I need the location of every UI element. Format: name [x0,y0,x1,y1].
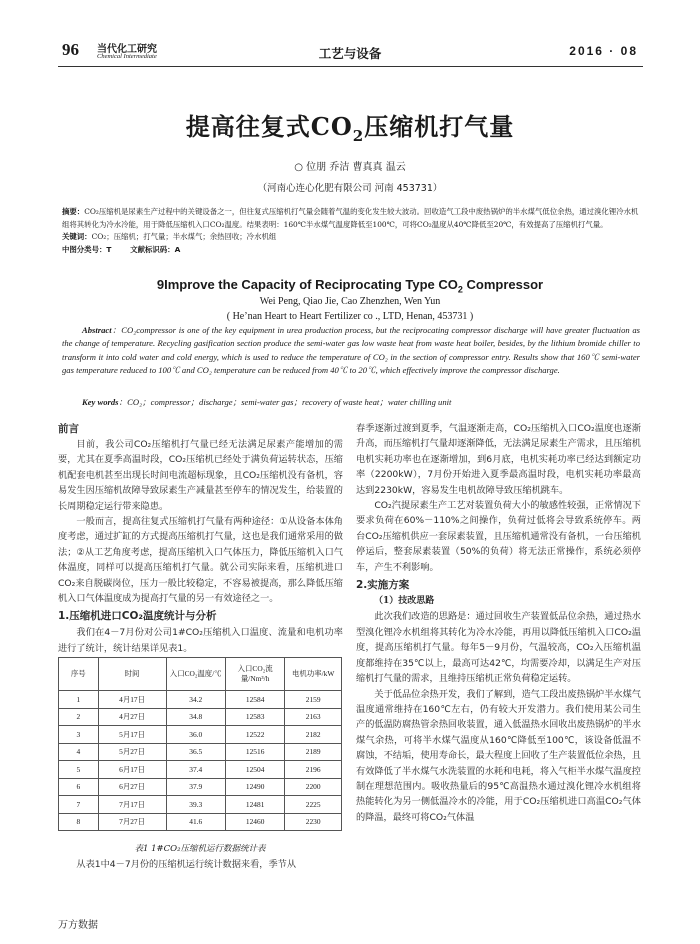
table-cell: 12490 [225,778,284,796]
table-cell: 2189 [285,743,342,761]
class-label: 中图分类号： [62,244,107,254]
table-header-cell: 电机功率/kW [285,658,342,691]
code-label: 文献标识码： [130,244,175,254]
table-row [59,726,342,744]
english-abstract: Abstract：CO₂compressor is one of the key equipment in urea production process, but the reciprocating compressor discharge will have greater fluctuation as the change of temperature. Recycling gasification section produce the semi-water gas low waste heat from waste heat boiler, besides, by the lithium bromide chiller to transform it into cold water and cold energy, which is used to reduce the temperature of CO₂ in the section of compressor entry. Results show that 160℃ semi-water gas temperature reduced to 100℃ and CO₂ temperature can be reduced from 40℃ to 20℃, which effectively improve the compressor discharge. [62,325,640,375]
table-cell: 6月17日 [98,761,166,779]
code-value: A [174,244,181,254]
issue-number: 2016 · 08 [569,44,638,58]
table-cell: 37.4 [166,761,225,779]
table-cell: 41.6 [166,813,225,831]
table-header-cell: 入口CO₂流量/Nm³/h [225,658,284,691]
table-cell: 6 [59,778,99,796]
table-cell: 39.3 [166,796,225,814]
table-cell: 7 [59,796,99,814]
table-cell: 7月17日 [98,796,166,814]
preface-heading: 前言 [58,423,79,435]
authors: ○ 位朋 乔洁 曹真真 温云 [294,162,406,173]
english-keywords: Key words：CO₂；compressor；discharge；semi-water gas；recovery of waste heat；water chilling unit [82,397,452,407]
table-cell: 5月27日 [98,743,166,761]
english-authors: Wei Peng, Qiao Jie, Cao Zhenzhen, Wen Yun [259,296,441,307]
paragraph: 此次我们改造的思路是：通过回收生产装置低品位余热，通过热水型溴化锂冷水机组将其转化为冷水冷能，再用以降低压缩机入口CO₂温度，提高压缩机打气量。每年5－9月份，气温较高，CO₂入压缩机温度都维持在35℃以上，最高可达42℃，均需要冷却，以满足生产对压缩机打气量的需求，且维持压缩机正常负荷稳定运转。 [356,611,641,685]
english-affiliation: ( He’nan Heart to Heart Fertilizer co ., LTD, Henan, 453731 ) [226,311,474,322]
table-row [59,761,342,779]
table-cell: 2200 [285,778,342,796]
english-keywords-label: Key words [82,397,119,407]
table-cell: 2196 [285,761,342,779]
table-header-cell: 入口CO₂温度/℃ [166,658,225,691]
table-cell: 2159 [285,691,342,709]
paragraph: 春季逐渐过渡到夏季，气温逐渐走高，CO₂压缩机入口CO₂温度也逐渐升高，而压缩机打气量却逐渐降低，无法满足尿素生产需求，且压缩机电机实耗功率也在逐渐增加，到6月底，电机实耗功率已经达到额定功率（2200kW），7月份开始进入夏季最高温时段，电机实耗功率最高达到2230kW，容易发生电机故障导致压缩机跳车。 [356,423,641,496]
table-cell: 7月27日 [98,813,166,831]
abstract-cn-label: 摘要： [62,207,85,216]
table-cell: 3 [59,726,99,744]
keywords-cn: CO₂；压缩机；打气量；半水煤气；余热回收；冷水机组 [91,232,277,241]
table-cell: 12481 [225,796,284,814]
paper-title: 提高往复式$CO_2$压缩机打气量 [185,112,515,145]
table-cell: 4月27日 [98,708,166,726]
english-abstract-label: Abstract [82,325,112,335]
table-header-row [59,658,342,691]
table-cell: 5 [59,761,99,779]
paragraph: CO₂汽提尿素生产工艺对装置负荷大小的敏感性较强，正常情况下要求负荷在60%－110%之间操作，负荷过低将会导致系统停车。两台CO₂压缩机供应一套尿素装置，且压缩机通常没有备机，一台压缩机停运后，整套尿素装置（50%的负荷）将无法正常操作，系统必须停车，产生不利影响。 [356,500,641,573]
left-column [58,421,343,656]
table-cell: 4月17日 [98,691,166,709]
section-heading: 1.压缩机进口CO₂温度统计与分析 [58,610,217,623]
table-row [59,708,342,726]
table-cell: 12504 [225,761,284,779]
keywords-cn-label: 关键词： [62,232,92,241]
affiliation: （河南心连心化肥有限公司 河南 453731） [257,183,443,194]
table-cell: 2225 [285,796,342,814]
table-cell: 12584 [225,691,284,709]
table-cell: 5月17日 [98,726,166,744]
table-cell: 12460 [225,813,284,831]
journal-name-en: Chemical Intermediate [97,53,157,60]
footer-watermark: 万方数据 [58,920,98,931]
section-heading: 2.实施方案 [356,579,410,592]
paragraph: 关于低品位余热开发，我们了解到，造气工段出废热锅炉半水煤气温度通常维持在160℃左右，仍有较大开发潜力。我们使用某公司生产的低温防腐热管余热回收装置，通入低温热水回收出废热锅炉的半水煤气余热，可将半水煤气温度从160℃降低至100℃，该设备低温不腐蚀，不结垢，使用寿命长，最大程度上回收了生产装置低位余热，且有效降低了半水煤气水洗装置的水耗和电耗，将入气柜半水煤气温度控制在理想范围内。吸收热量后的95℃高温热水通过溴化锂冷水机组将热能转化为另一侧低温冷水的冷能，用于CO₂压缩机进口高温CO₂气体的降温，最终可将CO₂气体温 [356,688,641,823]
table-cell: 2 [59,708,99,726]
table-row [59,691,342,709]
table-cell: 1 [59,691,99,709]
table-row [59,813,342,831]
table-cell: 12583 [225,708,284,726]
table-cell: 12516 [225,743,284,761]
table-row [59,743,342,761]
data-table [58,657,342,831]
journal-name-cn: 当代化工研究 [97,44,157,55]
english-title: 9Improve the Capacity of Reciprocating Type $CO_2$ Compressor [156,277,544,295]
paragraph: 目前，我公司CO₂压缩机打气量已经无法满足尿素产能增加的需要，尤其在夏季高温时段，CO₂压缩机已经处于满负荷运转状态，压缩机配套电机甚至出现长时间电流超标现象，且CO₂压缩机没有备机，容易发生因压缩机故障导致尿素生产减量甚至停车的情况发生，给装置的长周期稳定运行带来隐患。 [58,439,343,512]
header-divider [58,66,643,67]
table-cell: 2182 [285,726,342,744]
subsection-heading: （1）技改思路 [374,596,435,607]
table-cell: 36.0 [166,726,225,744]
table-row [59,796,342,814]
table-header-cell: 序号 [59,658,99,691]
table-cell: 36.5 [166,743,225,761]
paragraph: 一般而言，提高往复式压缩机打气量有两种途径：①从设备本体角度考虑，通过扩缸的方式提高压缩机打气量，这也是我们通常采用的做法；②从工艺角度考虑，提高压缩机入口气体压力，降低压缩机入口气体温度，同样可以提高压缩机打气量。就公司实际来看，压缩机进口CO₂来自脱碳岗位，压力一般比较稳定，不容易被提高，那么降低压缩机入口气体温度成为提高打气量的另一有效途径之一。 [58,516,343,605]
page-number: 96 [62,40,79,59]
section-name: 工艺与设备 [318,46,382,61]
table-cell: 34.2 [166,691,225,709]
table-cell: 2163 [285,708,342,726]
abstract-cn-text: CO₂压缩机是尿素生产过程中的关键设备之一，但往复式压缩机打气量会随着气温的变化发生较大波动。回收造气工段中废热锅炉的半水煤气低位余热，通过溴化锂冷水机组将其转化为冷水冷能，用于降低压缩机入口CO₂温度。结果表明：160℃半水煤气温度降低至100℃，可将CO₂温度从40℃降低至20℃，有效提高了压缩机打气量。 [62,207,639,229]
table-cell: 2230 [285,813,342,831]
class-value: T [106,244,112,254]
paragraph: 从表1中4－7月份的压缩机运行统计数据来看，季节从 [76,859,297,870]
table-cell: 8 [59,813,99,831]
table-header-cell: 时间 [98,658,166,691]
abstract-cn [62,206,640,256]
table-cell: 37.9 [166,778,225,796]
table-cell: 6月27日 [98,778,166,796]
table-row [59,778,342,796]
page-header [0,0,700,66]
paragraph: 我们在4－7月份对公司1#CO₂压缩机入口温度、流量和电机功率进行了统计，统计结果详见表1。 [58,627,343,654]
table-caption: 表1 1#CO₂压缩机运行数据统计表 [134,844,266,854]
table-cell: 4 [59,743,99,761]
table-cell: 34.8 [166,708,225,726]
table-cell: 12522 [225,726,284,744]
right-column [356,421,641,825]
